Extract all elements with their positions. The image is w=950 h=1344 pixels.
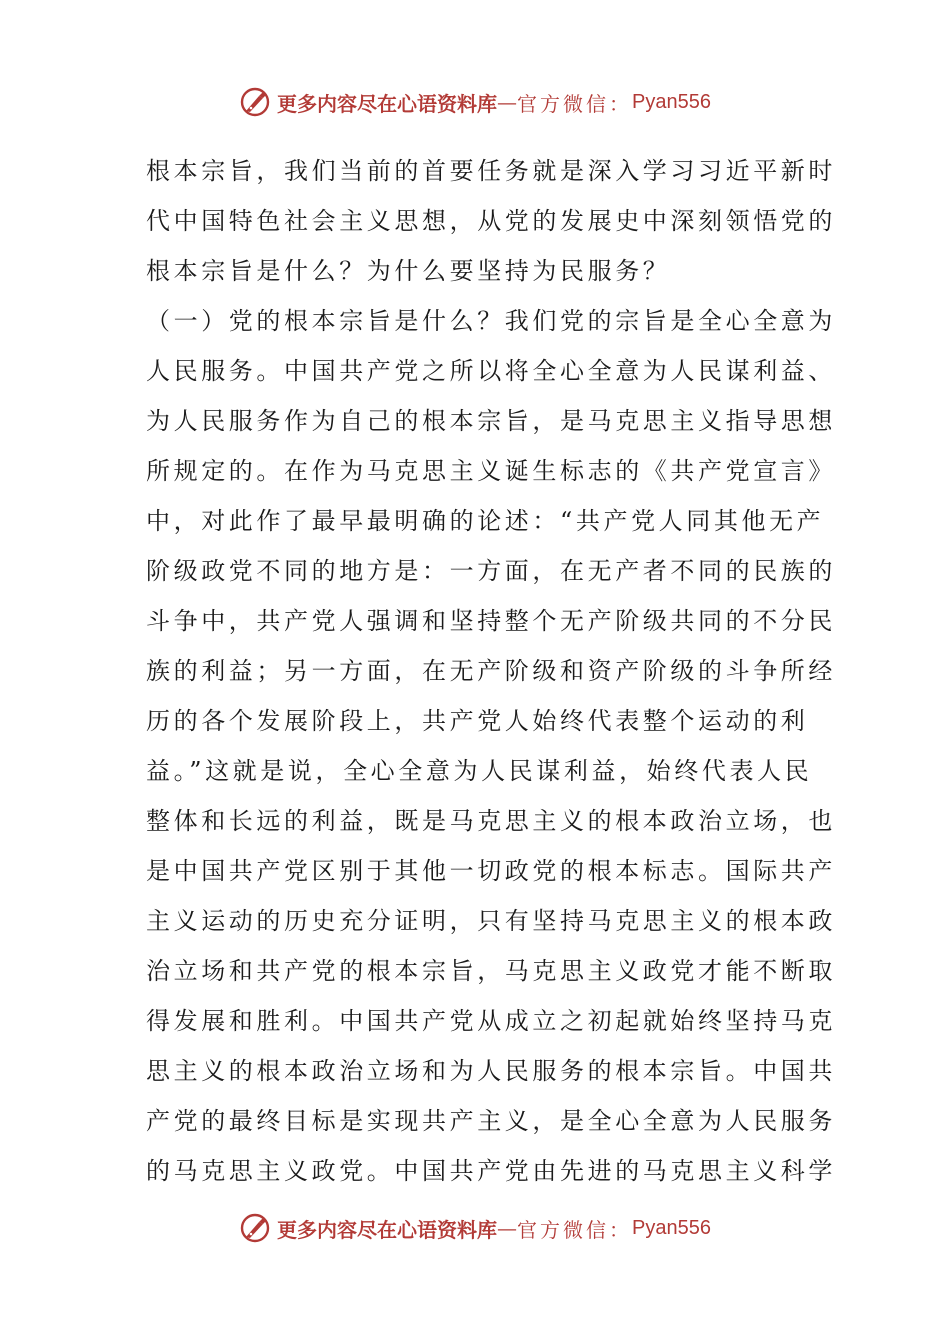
pen-nib-logo-icon	[239, 1212, 271, 1244]
body-text-line: 整体和长远的利益，既是马克思主义的根本政治立场，也	[146, 807, 836, 835]
site-name: 更多内容尽在心语资料库	[277, 1217, 498, 1242]
wechat-id: Pyan556	[632, 1216, 711, 1239]
body-text-line: 主义运动的历史充分证明，只有坚持马克思主义的根本政	[146, 907, 836, 935]
body-text-line: 族的利益；另一方面，在无产阶级和资产阶级的斗争所经	[146, 657, 836, 685]
body-text-line: 斗争中，共产党人强调和坚持整个无产阶级共同的不分民	[146, 607, 836, 635]
body-text-line: 是中国共产党区别于其他一切政党的根本标志。国际共产	[146, 857, 836, 885]
footer-watermark	[0, 1208, 950, 1248]
body-text-line: 所规定的。在作为马克思主义诞生标志的《共产党宣言》	[146, 457, 836, 485]
body-text-line: 产党的最终目标是实现共产主义，是全心全意为人民服务	[146, 1107, 836, 1135]
pen-nib-logo-icon	[239, 86, 271, 118]
wechat-label: 官方微信：	[517, 1217, 633, 1242]
body-text-line: 思主义的根本政治立场和为人民服务的根本宗旨。中国共	[146, 1057, 836, 1085]
body-text-line: 根本宗旨是什么？为什么要坚持为民服务？	[146, 257, 671, 285]
body-text-line: 人民服务。中国共产党之所以将全心全意为人民谋利益、	[146, 357, 836, 385]
body-text-line: 阶级政党不同的地方是：一方面，在无产者不同的民族的	[146, 557, 836, 585]
body-text-line: 代中国特色社会主义思想，从党的发展史中深刻领悟党的	[146, 207, 836, 235]
site-name: 更多内容尽在心语资料库	[277, 91, 498, 116]
wechat-id: Pyan556	[632, 90, 711, 113]
wechat-label: 官方微信：	[517, 91, 633, 116]
header-watermark	[0, 82, 950, 122]
body-text-line: 益。”这就是说，全心全意为人民谋利益，始终代表人民	[146, 757, 813, 785]
body-text-line: 为人民服务作为自己的根本宗旨，是马克思主义指导思想	[146, 407, 836, 435]
separator: —	[497, 90, 518, 114]
body-text-line: （一）党的根本宗旨是什么？我们党的宗旨是全心全意为	[146, 307, 836, 335]
separator: —	[497, 1216, 518, 1240]
body-text-line: 的马克思主义政党。中国共产党由先进的马克思主义科学	[146, 1157, 836, 1185]
body-text-line: 治立场和共产党的根本宗旨，马克思主义政党才能不断取	[146, 957, 836, 985]
body-text-line: 中，对此作了最早最明确的论述：“共产党人同其他无产	[146, 507, 825, 535]
body-text-line: 得发展和胜利。中国共产党从成立之初起就始终坚持马克	[146, 1007, 836, 1035]
body-text-line: 根本宗旨，我们当前的首要任务就是深入学习习近平新时	[146, 157, 836, 185]
body-text-line: 历的各个发展阶段上，共产党人始终代表整个运动的利	[146, 707, 809, 735]
document-body	[146, 146, 836, 1196]
